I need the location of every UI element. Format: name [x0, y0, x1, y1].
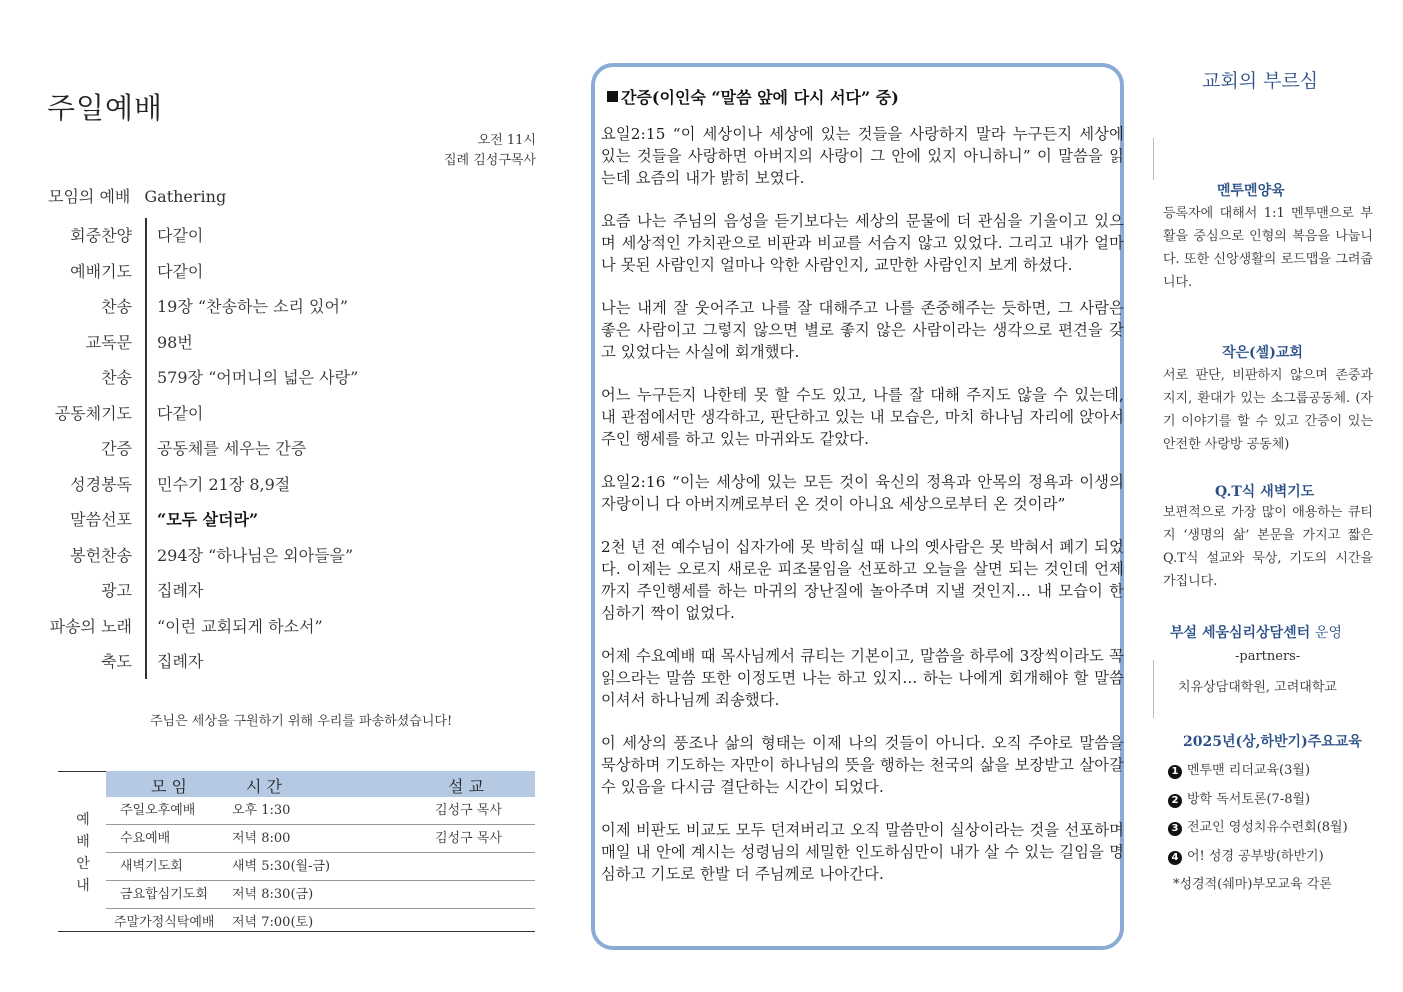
- number-badge-icon: 2: [1168, 794, 1182, 808]
- testimony-paragraph: 나는 내게 잘 웃어주고 나를 잘 대해주고 나를 존중해주는 듯하면, 그 사람은 좋은 사람이고 그렇지 않으면 별로 좋지 않은 사람이라는 생각으로 편견을 갖고 있었다는 사실에 회개했다.: [601, 299, 1124, 361]
- worship-leader: 집례 김성구목사: [443, 153, 536, 168]
- partners-label: -partners-: [1235, 649, 1301, 664]
- side-divider: [1153, 138, 1154, 180]
- order-value: 집례자: [157, 652, 204, 671]
- education-note: *성경적(쉐마)부모교육 각론: [1173, 877, 1332, 892]
- order-row: [40, 502, 460, 538]
- testimony-title-text: 간증(이인숙 “말씀 앞에 다시 서다” 중): [621, 88, 899, 107]
- education-item: [1168, 788, 1310, 808]
- qt-prayer-text: 보편적으로 가장 많이 애용하는 큐티지 ‘생명의 삶’ 본문을 가지고 짧은 Q.T식 설교와 묵상, 기도의 시간을 가집니다.: [1163, 505, 1373, 589]
- cell-church-title: 작은(셀)교회: [1222, 345, 1303, 361]
- testimony-paragraph: 요일2:15 “이 세상이나 세상에 있는 것들을 사랑하지 말라 누구든지 세상에 있는 것들을 사랑하면 아버지의 사랑이 그 안에 있지 아니하니” 이 말씀을 읽는데 요즘의 내가 밝히 보였다.: [601, 125, 1124, 187]
- order-label: 간증: [101, 439, 132, 458]
- order-row: [40, 289, 460, 325]
- side-char: 배: [76, 834, 90, 850]
- row-time: 저녁 7:00(토): [232, 915, 314, 930]
- testimony-paragraph: 어제 수요예배 때 목사님께서 큐티는 기본이고, 말씀을 하루에 3장씩이라도 꼭 읽으라는 말씀 또한 이정도면 나는 하고 있지... 하는 나에게 회개해야 할 말씀이셔서 하나님께 죄송했다.: [601, 647, 1124, 709]
- table-header: [106, 771, 535, 797]
- gathering-en: Gathering: [144, 187, 227, 206]
- testimony-paragraph: 요즘 나는 주님의 음성을 듣기보다는 세상의 문물에 더 관심을 기울이고 있으며 세상적인 가치관으로 비판과 비교를 서슴지 않고 있었다. 그리고 내가 얼마나 못된 사람인지 얼마나 악한 사람인지, 교만한 사람인지 보게 하셨다.: [601, 212, 1124, 274]
- row-name: 주일오후예배: [120, 803, 196, 818]
- testimony-paragraph: 이제 비판도 비교도 모두 던져버리고 오직 말씀만이 실상이라는 것을 선포하며 매일 내 안에 계시는 성령님의 세밀한 인도하심만이 내가 살 수 있는 길임을 명심하고 기도로 한발 더 주님께로 나아간다.: [601, 821, 1124, 883]
- order-value: “이런 교회되게 하소서”: [157, 616, 323, 636]
- partners-list: 치유상담대학원, 고려대학교: [1178, 680, 1337, 695]
- calling-title: 교회의 부르심: [1202, 70, 1319, 92]
- table-bottom-rule: [58, 931, 535, 932]
- order-value: 다같이: [157, 226, 204, 245]
- order-value: 집례자: [157, 581, 204, 600]
- side-char: 내: [76, 878, 90, 894]
- row-preacher: 김성구 목사: [435, 831, 502, 846]
- education-item: [1168, 759, 1310, 779]
- side-char: 안: [76, 856, 90, 872]
- education-item-text: 방학 독서토론(7-8월): [1187, 792, 1311, 807]
- order-row: [40, 573, 460, 609]
- row-time: 저녁 8:30(금): [232, 887, 314, 902]
- counseling-suffix: 운영: [1315, 625, 1343, 641]
- worship-time: 오전 11시: [477, 133, 536, 148]
- row-preacher: 김성구 목사: [435, 803, 502, 818]
- order-label: 공동체기도: [54, 403, 132, 423]
- gathering-label: 모임의 예배: [48, 187, 131, 206]
- order-row: [40, 431, 460, 467]
- testimony-box: [591, 63, 1124, 950]
- worship-title: 주일예배: [47, 91, 164, 125]
- number-badge-icon: 4: [1168, 851, 1182, 865]
- order-row: [40, 467, 460, 503]
- side-divider: [1153, 660, 1154, 718]
- order-label: 봉헌찬송: [70, 545, 132, 565]
- counseling-name: 세움심리상담센터: [1201, 625, 1311, 641]
- row-name: 수요예배: [120, 831, 171, 846]
- sermon-title: “모두 살더라”: [157, 510, 259, 529]
- row-time: 오후 1:30: [232, 803, 291, 818]
- header-time: 시 간: [246, 777, 282, 796]
- row-time: 새벽 5:30(월-금): [232, 859, 331, 874]
- order-label: 광고: [101, 581, 132, 600]
- row-time: 저녁 8:00: [232, 831, 291, 846]
- order-row: [40, 254, 460, 290]
- order-label: 축도: [101, 652, 132, 671]
- education-title: 2025년(상,하반기)주요교육: [1183, 734, 1362, 750]
- worship-time-info: [444, 131, 536, 171]
- schedule-side-label: [76, 809, 90, 897]
- education-item-text: 전교인 영성치유수련회(8월): [1187, 820, 1348, 835]
- order-value: 294장 “하나님은 외아들을”: [157, 545, 354, 565]
- order-label: 찬송: [101, 297, 132, 316]
- education-item: [1168, 845, 1324, 865]
- order-label: 말씀선포: [70, 510, 132, 529]
- gathering-heading: [48, 184, 226, 207]
- number-badge-icon: 1: [1168, 765, 1182, 779]
- order-label: 파송의 노래: [49, 616, 132, 636]
- order-value: 공동체를 세우는 간증: [157, 439, 307, 458]
- order-value: 다같이: [157, 261, 204, 281]
- square-bullet-icon: [607, 91, 618, 102]
- order-row: [40, 360, 460, 396]
- qt-prayer-title: Q.T식 새벽기도: [1215, 484, 1315, 500]
- side-char: 예: [76, 812, 90, 828]
- education-item: [1168, 816, 1348, 836]
- order-label: 성경봉독: [70, 474, 132, 494]
- order-value: 다같이: [157, 403, 204, 423]
- table-row: [106, 797, 535, 825]
- header-meeting: 모 임: [151, 777, 187, 796]
- mission-statement: 주님은 세상을 구원하기 위해 우리를 파송하셨습니다!: [150, 714, 453, 729]
- number-badge-icon: 3: [1168, 822, 1182, 836]
- testimony-paragraph: 요일2:16 “이는 세상에 있는 모든 것이 육신의 정욕과 안목의 정욕과 이생의 자랑이니 다 아버지께로부터 온 것이 아니요 세상으로부터 온 것이라”: [601, 473, 1124, 513]
- table-row: [106, 853, 535, 881]
- order-row: [40, 644, 460, 680]
- schedule-rows: [106, 797, 535, 936]
- order-label: 찬송: [101, 368, 132, 387]
- order-label: 예배기도: [70, 261, 132, 281]
- testimony-paragraph: 이 세상의 풍조나 삶의 형태는 이제 나의 것들이 아니다. 오직 주야로 말씀을 묵상하며 기도하는 자만이 하나님의 뜻을 행하는 천국의 삶을 보장받고 살아갈 수 있음을 다시금 결단하는 시간이 되었다.: [601, 734, 1124, 796]
- cell-church-text: 서로 판단, 비판하지 않으며 존중과 지지, 환대가 있는 소그룹공동체. (자기 이야기를 할 수 있고 간증이 있는 안전한 사랑방 공동체): [1163, 368, 1373, 452]
- testimony-title: [607, 85, 899, 108]
- table-row: [106, 881, 535, 909]
- testimony-body: [601, 123, 1124, 906]
- order-row: [40, 609, 460, 645]
- header-sermon: 설 교: [448, 777, 484, 796]
- mentoring-text: 등록자에 대해서 1:1 멘투맨으로 부활을 중심으로 인형의 복음을 나눕니다. 또한 신앙생활의 로드맵을 그려줍니다.: [1163, 206, 1373, 290]
- order-row: [40, 325, 460, 361]
- testimony-paragraph: 어느 누구든지 나한테 못 할 수도 있고, 나를 잘 대해 주지도 않을 수 있는데, 내 관점에서만 생각하고, 판단하고 있는 내 모습은, 마치 하나님 자리에 앉아서 주인 행세를 하고 있는 마귀와도 같았다.: [601, 386, 1124, 448]
- table-row: [106, 825, 535, 853]
- education-item-text: 멘투맨 리더교육(3월): [1187, 763, 1311, 778]
- row-name: 새벽기도회: [120, 859, 183, 874]
- order-value: 98번: [157, 332, 193, 352]
- order-of-worship: [40, 218, 460, 680]
- counseling-center: [1170, 622, 1342, 642]
- order-row: [40, 538, 460, 574]
- order-row: [40, 218, 460, 254]
- education-item-text: 어! 성경 공부방(하반기): [1187, 849, 1324, 864]
- row-name: 주말가정식탁예배: [114, 915, 215, 930]
- counseling-prefix: 부설: [1170, 625, 1198, 641]
- row-name: 금요합심기도회: [120, 887, 208, 902]
- order-value: 19장 “찬송하는 소리 있어”: [157, 297, 349, 316]
- mentoring-title: 멘투멘양육: [1217, 183, 1285, 199]
- order-label: 교독문: [85, 332, 132, 352]
- order-label: 회중찬양: [70, 226, 132, 245]
- testimony-paragraph: 2천 년 전 예수님이 십자가에 못 박히실 때 나의 옛사람은 못 박혀서 폐기 되었다. 이제는 오로지 새로운 피조물임을 선포하고 오늘을 살면 되는 것인데 언제까지 주인행세를 하는 마귀의 장난질에 놀아주며 지낼 것인지... 내 모습이 한심하기 짝이 없었다.: [601, 538, 1124, 622]
- order-row: [40, 396, 460, 432]
- order-value: 579장 “어머니의 넓은 사랑”: [157, 368, 359, 387]
- order-value: 민수기 21장 8,9절: [157, 474, 291, 494]
